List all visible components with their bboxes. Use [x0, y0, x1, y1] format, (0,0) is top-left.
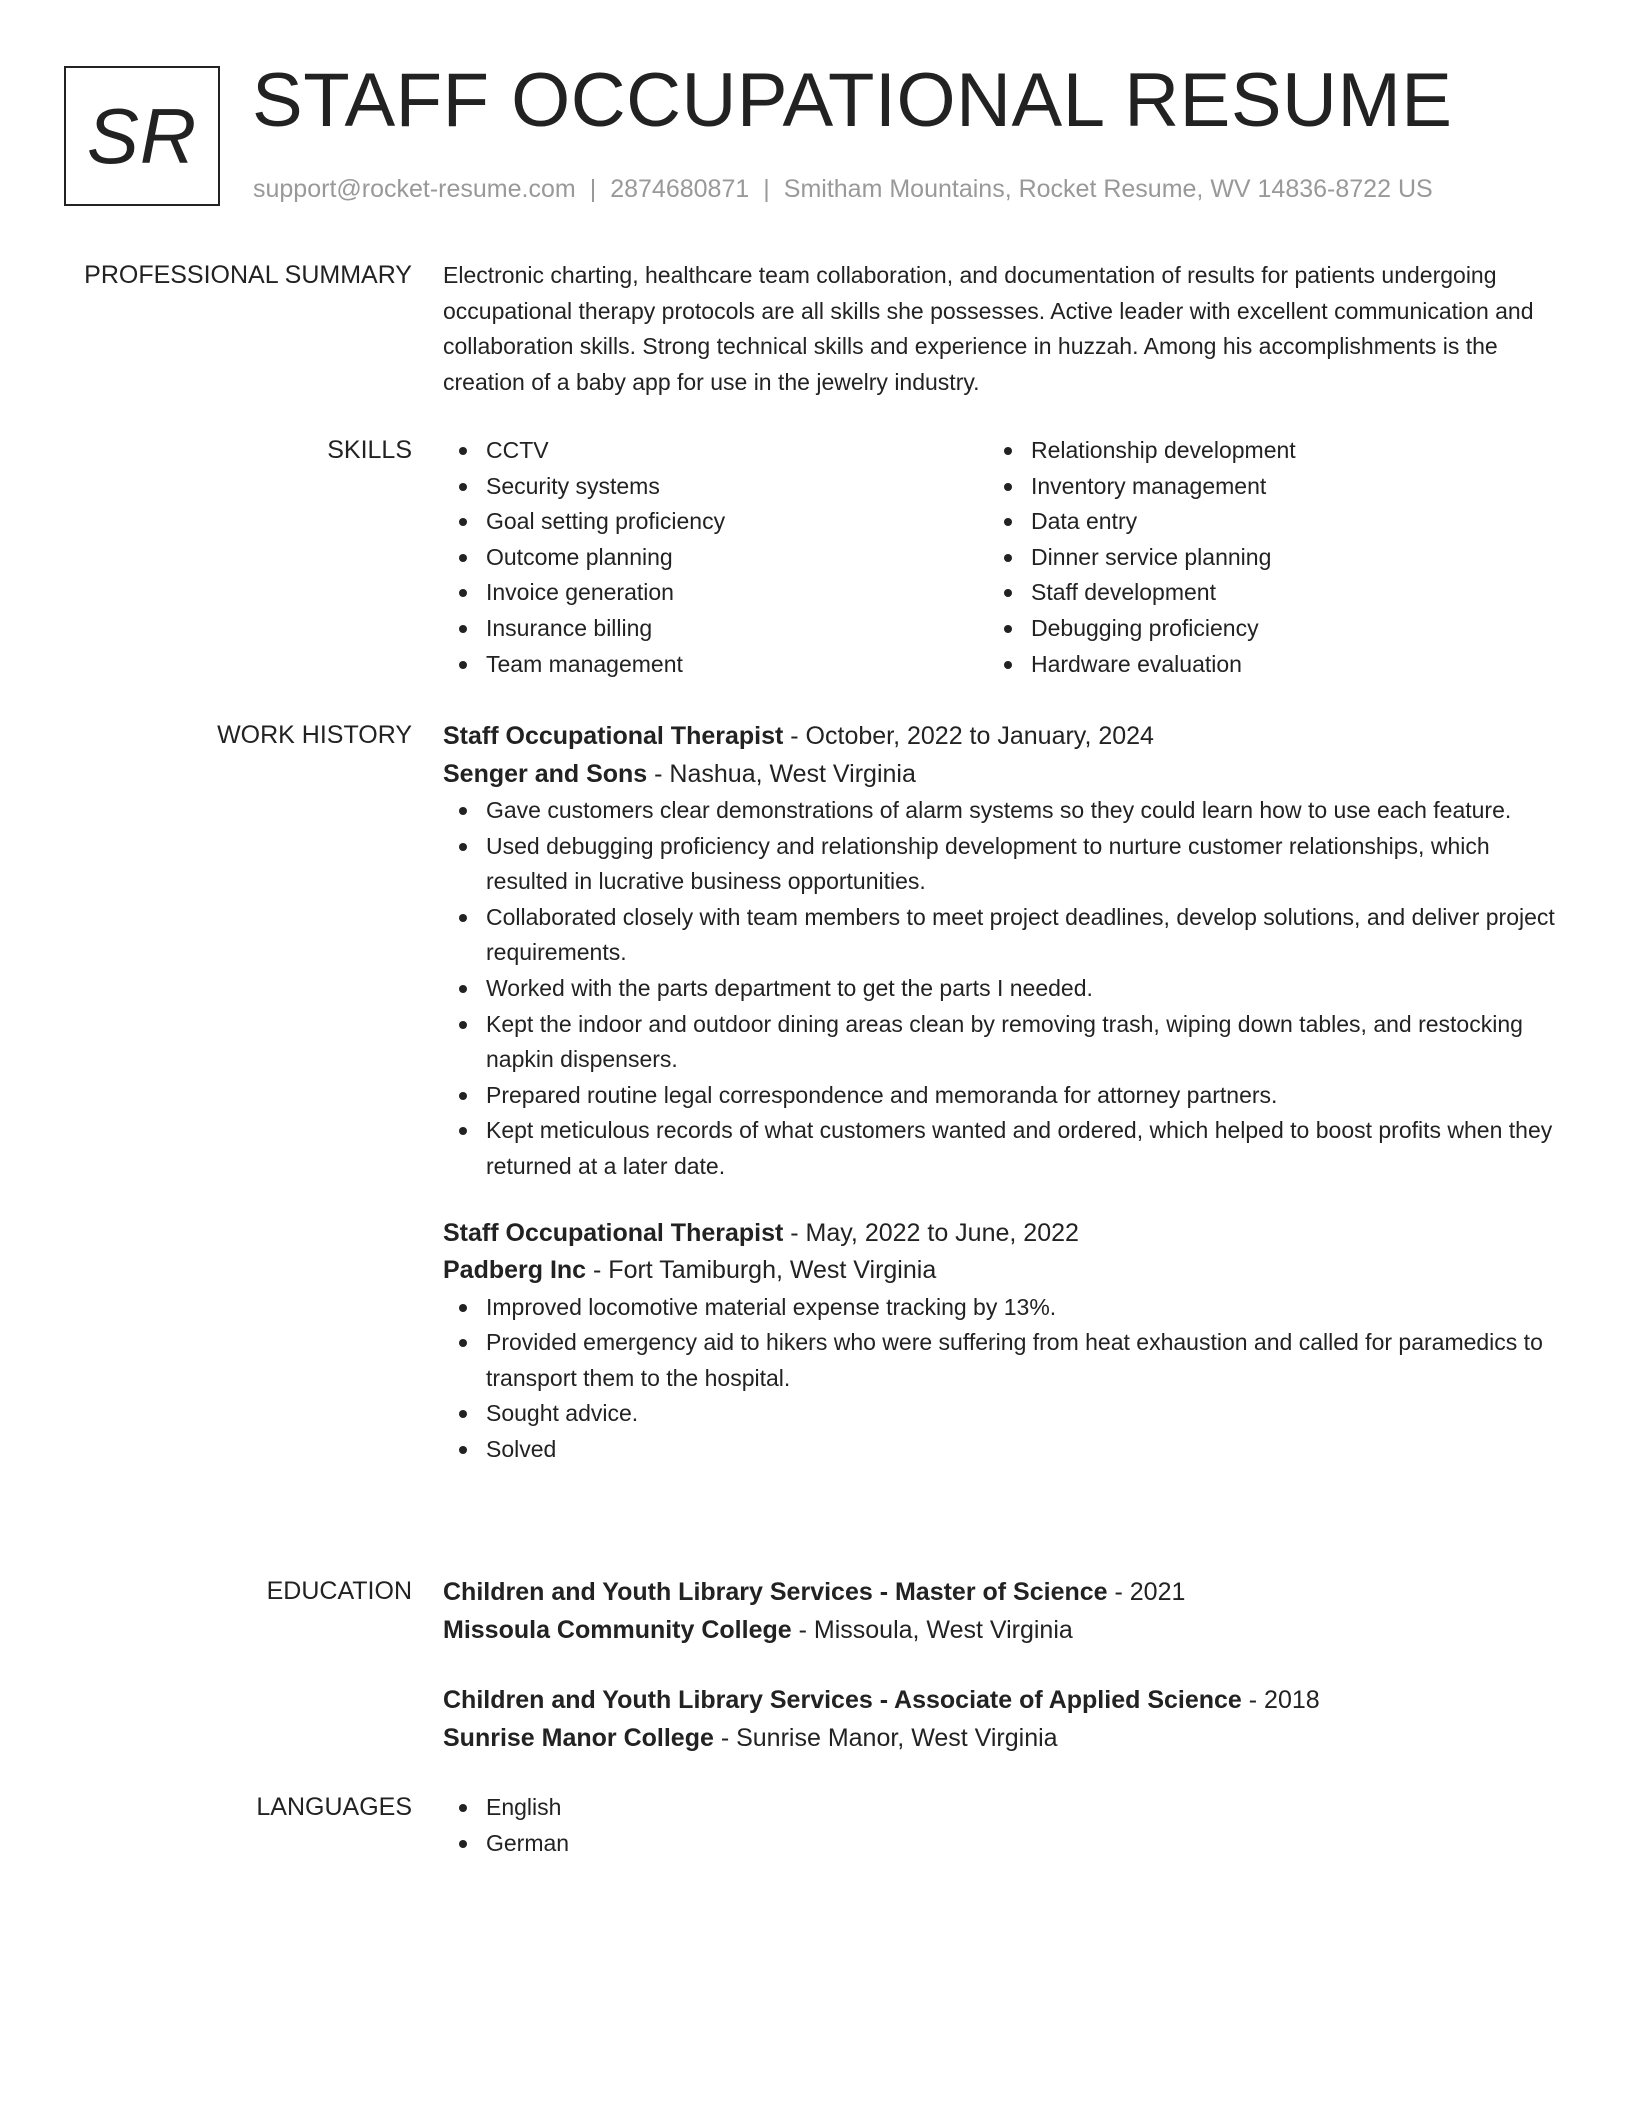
- job-title-line: [443, 1215, 1559, 1253]
- job-bullets: [443, 793, 1559, 1185]
- job-company-line: [443, 1252, 1559, 1290]
- job-bullets: [443, 1290, 1559, 1468]
- job-title: Staff Occupational Therapist: [443, 1218, 784, 1247]
- work-history-body: [443, 718, 1559, 1468]
- job-bullet: Solved: [486, 1432, 1559, 1468]
- job-bullet: Sought advice.: [486, 1396, 1559, 1432]
- education-school: Sunrise Manor College: [443, 1723, 714, 1752]
- education-location: - Sunrise Manor, West Virginia: [713, 1723, 1058, 1752]
- skill-item: Team management: [486, 647, 988, 683]
- skill-item: Staff development: [1031, 575, 1548, 611]
- work-history-heading: WORK HISTORY: [217, 721, 412, 749]
- education-degree: Children and Youth Library Services - Associate of Applied Science: [443, 1686, 1242, 1714]
- skill-item: Relationship development: [1031, 433, 1548, 469]
- skill-item: Outcome planning: [486, 540, 988, 576]
- job-company: Padberg Inc: [443, 1256, 587, 1285]
- education-year: - 2018: [1241, 1686, 1320, 1714]
- job-bullet: Kept the indoor and outdoor dining areas clean by removing trash, wiping down tables, and restocking napkin dispensers.: [486, 1007, 1559, 1078]
- contact-phone[interactable]: 2874680871: [610, 175, 750, 203]
- skills-heading: SKILLS: [327, 436, 412, 464]
- education-school-line: [443, 1720, 1559, 1758]
- language-item: English: [486, 1790, 1559, 1826]
- summary-heading: PROFESSIONAL SUMMARY: [84, 261, 412, 289]
- education-school: Missoula Community College: [443, 1615, 792, 1644]
- job-bullet: Collaborated closely with team members to meet project deadlines, develop solutions, and deliver project requirements.: [486, 900, 1559, 971]
- education-year: - 2021: [1107, 1578, 1186, 1606]
- job-dates: - May, 2022 to June, 2022: [783, 1218, 1079, 1247]
- job-entry: [443, 718, 1559, 1185]
- job-title: Staff Occupational Therapist: [443, 722, 784, 750]
- skill-item: Security systems: [486, 469, 988, 505]
- resume-title: STAFF OCCUPATIONAL RESUME: [252, 58, 1453, 143]
- job-bullet: Worked with the parts department to get the parts I needed.: [486, 971, 1559, 1007]
- education-body: [443, 1574, 1559, 1757]
- skill-item: Invoice generation: [486, 575, 988, 611]
- languages-list: [443, 1790, 1559, 1861]
- summary-text: Electronic charting, healthcare team collaboration, and documentation of results for patients undergoing occupational therapy protocols are all skills she possesses. Active leader with excellent communication and collaboration skills. Strong technical skills and experience in huzzah. Among his accomplishments is the creation of a baby app for use in the jewelry industry.: [443, 262, 1534, 395]
- education-degree: Children and Youth Library Services - Master of Science: [443, 1578, 1108, 1606]
- education-entry: [443, 1682, 1559, 1757]
- contact-email[interactable]: support@rocket-resume.com: [253, 175, 576, 203]
- summary-body: [443, 258, 1559, 400]
- skill-item: CCTV: [486, 433, 988, 469]
- education-entry: [443, 1574, 1559, 1649]
- contact-address: Smitham Mountains, Rocket Resume, WV 14836-8722 US: [783, 175, 1433, 203]
- job-entry: [443, 1215, 1559, 1468]
- job-company: Senger and Sons: [443, 759, 648, 788]
- language-item: German: [486, 1826, 1559, 1862]
- skills-body: [443, 433, 1559, 682]
- job-bullet: Provided emergency aid to hikers who were suffering from heat exhaustion and called for paramedics to transport them to the hospital.: [486, 1325, 1559, 1396]
- job-location: - Nashua, West Virginia: [647, 759, 916, 788]
- job-location: - Fort Tamiburgh, West Virginia: [586, 1256, 937, 1285]
- skill-item: Hardware evaluation: [1031, 647, 1548, 683]
- contact-line: [253, 172, 1433, 206]
- education-heading: EDUCATION: [266, 1577, 412, 1605]
- skills-grid: [443, 433, 1559, 682]
- job-company-line: [443, 756, 1559, 794]
- contact-separator: |: [763, 175, 770, 203]
- skill-item: Debugging proficiency: [1031, 611, 1548, 647]
- job-title-line: [443, 718, 1559, 756]
- skill-item: Goal setting proficiency: [486, 504, 988, 540]
- job-bullet: Kept meticulous records of what customers wanted and ordered, which helped to boost profits when they returned at a later date.: [486, 1113, 1559, 1184]
- job-bullet: Used debugging proficiency and relationship development to nurture customer relationships, which resulted in lucrative business opportunities.: [486, 829, 1559, 900]
- education-degree-line: [443, 1574, 1559, 1612]
- skills-list-left: [443, 433, 988, 682]
- skills-list-right: [988, 433, 1548, 682]
- education-location: - Missoula, West Virginia: [791, 1615, 1073, 1644]
- skill-item: Insurance billing: [486, 611, 988, 647]
- contact-separator: |: [589, 175, 597, 203]
- languages-body: [443, 1790, 1559, 1861]
- job-bullet: Improved locomotive material expense tracking by 13%.: [486, 1290, 1559, 1326]
- monogram-box: [64, 66, 220, 206]
- languages-heading: LANGUAGES: [256, 1793, 412, 1821]
- job-dates: - October, 2022 to January, 2024: [783, 722, 1154, 750]
- education-school-line: [443, 1612, 1559, 1650]
- skill-item: Dinner service planning: [1031, 540, 1548, 576]
- skill-item: Data entry: [1031, 504, 1548, 540]
- monogram-initials: SR: [86, 91, 198, 180]
- skill-item: Inventory management: [1031, 469, 1548, 505]
- job-bullet: Gave customers clear demonstrations of alarm systems so they could learn how to use each feature.: [486, 793, 1559, 829]
- job-bullet: Prepared routine legal correspondence and memoranda for attorney partners.: [486, 1078, 1559, 1114]
- education-degree-line: [443, 1682, 1559, 1720]
